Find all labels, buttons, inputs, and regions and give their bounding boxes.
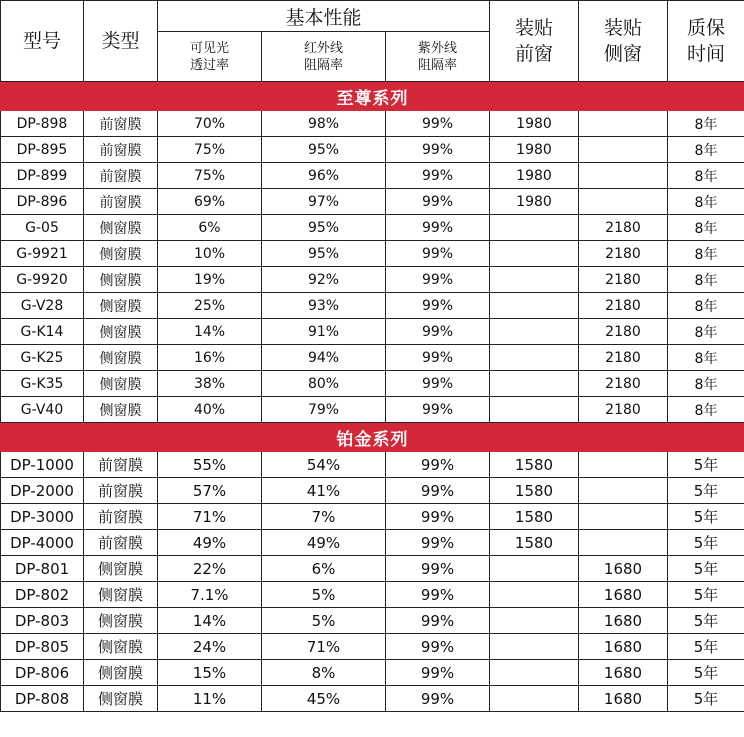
table-row [1,556,744,582]
header-visible: 可见光 透过率 [158,32,262,82]
header-type: 类型 [84,1,158,82]
cell-warranty: 5年 [668,686,744,712]
table-row [1,686,744,712]
cell-ir: 80% [262,371,386,397]
cell-uv: 99% [386,293,490,319]
cell-front: 1580 [490,478,579,504]
cell-visible: 7.1% [158,582,262,608]
cell-uv: 99% [386,660,490,686]
table-row [1,215,744,241]
cell-side [579,504,668,530]
cell-ir: 5% [262,582,386,608]
cell-front [490,634,579,660]
table-row [1,634,744,660]
cell-model: G-V40 [1,397,84,423]
table-row [1,293,744,319]
cell-ir: 97% [262,189,386,215]
table-row [1,137,744,163]
cell-ir: 5% [262,608,386,634]
cell-uv: 99% [386,504,490,530]
cell-model: DP-806 [1,660,84,686]
table-row [1,319,744,345]
cell-warranty: 8年 [668,345,744,371]
table-row [1,530,744,556]
cell-uv: 99% [386,371,490,397]
cell-type: 前窗膜 [84,530,158,556]
cell-ir: 94% [262,345,386,371]
cell-ir: 92% [262,267,386,293]
cell-ir: 95% [262,215,386,241]
cell-ir: 96% [262,163,386,189]
cell-visible: 14% [158,608,262,634]
cell-side: 2180 [579,267,668,293]
cell-model: DP-801 [1,556,84,582]
cell-warranty: 5年 [668,504,744,530]
cell-uv: 99% [386,345,490,371]
cell-ir: 8% [262,660,386,686]
cell-model: DP-808 [1,686,84,712]
cell-front: 1980 [490,163,579,189]
cell-visible: 69% [158,189,262,215]
cell-front [490,371,579,397]
cell-ir: 91% [262,319,386,345]
cell-warranty: 5年 [668,452,744,478]
cell-visible: 6% [158,215,262,241]
cell-type: 前窗膜 [84,111,158,137]
cell-front [490,215,579,241]
cell-visible: 49% [158,530,262,556]
cell-side: 2180 [579,241,668,267]
cell-ir: 71% [262,634,386,660]
table-row [1,397,744,423]
cell-front [490,241,579,267]
cell-uv: 99% [386,452,490,478]
cell-visible: 70% [158,111,262,137]
cell-model: DP-4000 [1,530,84,556]
cell-model: G-K25 [1,345,84,371]
cell-side: 2180 [579,215,668,241]
table-row [1,189,744,215]
cell-type: 侧窗膜 [84,582,158,608]
cell-type: 前窗膜 [84,504,158,530]
cell-model: G-K14 [1,319,84,345]
header-ir: 红外线 阻隔率 [262,32,386,82]
cell-side [579,452,668,478]
cell-uv: 99% [386,111,490,137]
cell-ir: 41% [262,478,386,504]
cell-type: 侧窗膜 [84,241,158,267]
cell-uv: 99% [386,241,490,267]
cell-uv: 99% [386,608,490,634]
cell-uv: 99% [386,686,490,712]
cell-visible: 38% [158,371,262,397]
cell-model: DP-802 [1,582,84,608]
table-row [1,267,744,293]
table-row [1,582,744,608]
cell-warranty: 5年 [668,608,744,634]
cell-uv: 99% [386,530,490,556]
table-row [1,371,744,397]
header-front: 装贴 前窗 [490,1,579,82]
cell-front: 1980 [490,137,579,163]
cell-visible: 40% [158,397,262,423]
cell-uv: 99% [386,556,490,582]
cell-type: 侧窗膜 [84,345,158,371]
cell-type: 前窗膜 [84,163,158,189]
cell-model: G-9920 [1,267,84,293]
cell-side: 2180 [579,397,668,423]
cell-model: DP-1000 [1,452,84,478]
cell-warranty: 8年 [668,293,744,319]
table-row [1,241,744,267]
cell-warranty: 8年 [668,137,744,163]
table-row [1,163,744,189]
cell-front: 1580 [490,452,579,478]
cell-side: 1680 [579,556,668,582]
cell-front [490,556,579,582]
cell-ir: 79% [262,397,386,423]
cell-type: 侧窗膜 [84,397,158,423]
cell-type: 侧窗膜 [84,293,158,319]
cell-type: 侧窗膜 [84,686,158,712]
cell-uv: 99% [386,582,490,608]
cell-warranty: 8年 [668,111,744,137]
cell-model: DP-3000 [1,504,84,530]
cell-side: 1680 [579,608,668,634]
cell-type: 前窗膜 [84,452,158,478]
cell-uv: 99% [386,215,490,241]
cell-model: G-K35 [1,371,84,397]
cell-visible: 75% [158,163,262,189]
cell-ir: 98% [262,111,386,137]
cell-side: 2180 [579,371,668,397]
header-row [1,1,744,32]
cell-uv: 99% [386,397,490,423]
cell-ir: 45% [262,686,386,712]
cell-model: DP-895 [1,137,84,163]
table-row [1,111,744,137]
cell-model: G-V28 [1,293,84,319]
cell-side: 1680 [579,634,668,660]
cell-side [579,189,668,215]
cell-side [579,163,668,189]
cell-side: 2180 [579,319,668,345]
cell-side: 1680 [579,582,668,608]
cell-type: 侧窗膜 [84,660,158,686]
cell-warranty: 8年 [668,267,744,293]
header-warranty: 质保 时间 [668,1,744,82]
cell-ir: 95% [262,241,386,267]
cell-type: 侧窗膜 [84,319,158,345]
cell-warranty: 8年 [668,189,744,215]
table-row [1,608,744,634]
cell-warranty: 5年 [668,660,744,686]
cell-visible: 22% [158,556,262,582]
cell-front [490,608,579,634]
cell-front: 1580 [490,504,579,530]
cell-warranty: 5年 [668,582,744,608]
cell-type: 前窗膜 [84,478,158,504]
cell-front [490,319,579,345]
cell-side: 1680 [579,686,668,712]
cell-front [490,686,579,712]
header-side: 装贴 侧窗 [579,1,668,82]
cell-visible: 24% [158,634,262,660]
cell-type: 侧窗膜 [84,556,158,582]
cell-front: 1580 [490,530,579,556]
cell-type: 侧窗膜 [84,215,158,241]
cell-visible: 25% [158,293,262,319]
cell-warranty: 5年 [668,530,744,556]
table-row [1,452,744,478]
cell-uv: 99% [386,478,490,504]
cell-warranty: 8年 [668,215,744,241]
cell-warranty: 5年 [668,634,744,660]
cell-uv: 99% [386,163,490,189]
cell-visible: 14% [158,319,262,345]
cell-front: 1980 [490,189,579,215]
cell-type: 侧窗膜 [84,608,158,634]
cell-side: 2180 [579,293,668,319]
cell-front [490,293,579,319]
cell-visible: 75% [158,137,262,163]
cell-front: 1980 [490,111,579,137]
cell-warranty: 8年 [668,241,744,267]
cell-model: DP-898 [1,111,84,137]
cell-front [490,397,579,423]
cell-ir: 6% [262,556,386,582]
cell-side: 2180 [579,345,668,371]
cell-type: 侧窗膜 [84,371,158,397]
section-title: 铂金系列 [1,423,744,452]
cell-uv: 99% [386,319,490,345]
cell-visible: 11% [158,686,262,712]
cell-visible: 55% [158,452,262,478]
cell-ir: 95% [262,137,386,163]
cell-type: 侧窗膜 [84,267,158,293]
cell-model: DP-2000 [1,478,84,504]
cell-warranty: 8年 [668,371,744,397]
cell-side [579,478,668,504]
header-performance: 基本性能 [158,1,490,32]
cell-uv: 99% [386,189,490,215]
cell-front [490,582,579,608]
cell-side [579,137,668,163]
header-model: 型号 [1,1,84,82]
cell-uv: 99% [386,634,490,660]
cell-model: G-05 [1,215,84,241]
cell-warranty: 5年 [668,478,744,504]
cell-ir: 49% [262,530,386,556]
table-row [1,660,744,686]
cell-model: DP-803 [1,608,84,634]
cell-ir: 93% [262,293,386,319]
cell-visible: 19% [158,267,262,293]
cell-uv: 99% [386,267,490,293]
cell-side [579,530,668,556]
cell-ir: 7% [262,504,386,530]
cell-visible: 57% [158,478,262,504]
section-title: 至尊系列 [1,82,744,111]
cell-uv: 99% [386,137,490,163]
header-uv: 紫外线 阻隔率 [386,32,490,82]
cell-side: 1680 [579,660,668,686]
section-header [1,82,744,111]
cell-visible: 10% [158,241,262,267]
cell-warranty: 8年 [668,397,744,423]
cell-warranty: 5年 [668,556,744,582]
table-row [1,345,744,371]
cell-model: DP-899 [1,163,84,189]
cell-visible: 16% [158,345,262,371]
table-row [1,478,744,504]
section-header [1,423,744,452]
cell-front [490,267,579,293]
cell-visible: 71% [158,504,262,530]
cell-warranty: 8年 [668,319,744,345]
cell-type: 侧窗膜 [84,634,158,660]
table-body [1,82,744,712]
cell-model: DP-805 [1,634,84,660]
table-row [1,504,744,530]
cell-model: G-9921 [1,241,84,267]
cell-ir: 54% [262,452,386,478]
cell-front [490,345,579,371]
cell-front [490,660,579,686]
cell-type: 前窗膜 [84,189,158,215]
cell-warranty: 8年 [668,163,744,189]
cell-type: 前窗膜 [84,137,158,163]
cell-side [579,111,668,137]
cell-visible: 15% [158,660,262,686]
cell-model: DP-896 [1,189,84,215]
